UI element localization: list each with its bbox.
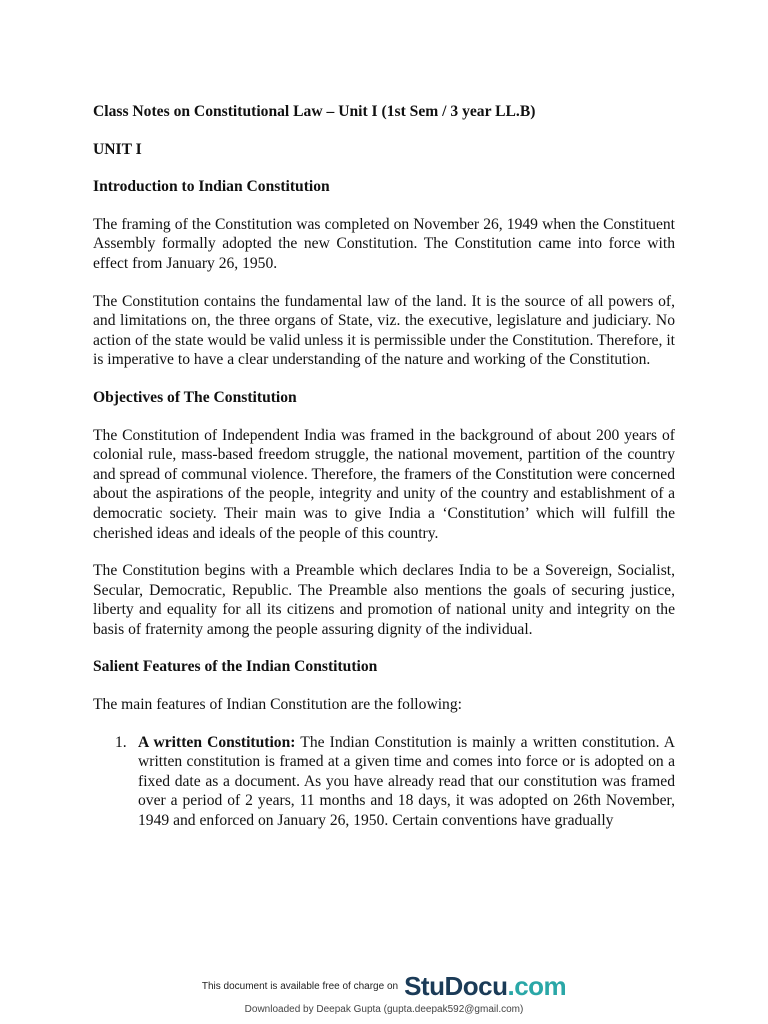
- unit-heading: UNIT I: [93, 140, 142, 158]
- features-list: [93, 733, 675, 831]
- studocu-logo-suffix: .com: [507, 970, 567, 1001]
- list-item-number: 1.: [115, 733, 127, 751]
- feature-term: A written Constitution:: [138, 733, 296, 751]
- section-heading-salient-features: Salient Features of the Indian Constitution: [93, 658, 378, 676]
- footer-notice-row: [190, 968, 578, 1004]
- paragraph: The Constitution contains the fundamental law of the land. It is the source of all powers of, and limitations on, the three organs of State, viz. the executive, legislature and judiciary. No action of the state would be valid unless it is permissible under the Constitution. Therefore, it is imperative to have a clear understanding of the nature and working of the Constitution.: [93, 292, 675, 369]
- document-body: [93, 102, 675, 831]
- features-intro: The main features of Indian Constitution are the following:: [93, 696, 462, 714]
- studocu-logo[interactable]: [404, 971, 566, 1002]
- list-item: [93, 733, 675, 831]
- paragraph: The framing of the Constitution was completed on November 26, 1949 when the Constituent Assembly formally adopted the new Constitution. The Constitution came into force with effect from January 26, 1950.: [93, 215, 675, 272]
- section-heading-introduction: Introduction to Indian Constitution: [93, 178, 330, 196]
- paragraph: The Constitution of Independent India was framed in the background of about 200 years of colonial rule, mass-based freedom struggle, the national movement, partition of the country and spread of communal violence. Therefore, the framers of the Constitution were concerned about the aspirations of the people, integrity and unity of the country and establishment of a democratic society. Their main was to give India a ‘Constitution’ which will fulfill the cherished ideas and ideals of the people of this country.: [93, 426, 675, 542]
- paragraph: The Constitution begins with a Preamble which declares India to be a Sovereign, Socialist, Secular, Democratic, Republic. The Preamble also mentions the goals of securing justice, liberty and equality for all its citizens and promotion of national unity and integrity on the basis of fraternity among the people assuring dignity of the individual.: [93, 562, 675, 638]
- downloaded-by: Downloaded by Deepak Gupta (gupta.deepak592@gmail.com): [244, 1004, 524, 1015]
- feature-text: The Indian Constitution is mainly a written constitution. A written constitution is framed at a given time and comes into force or is adopted on a fixed date as a document. As you have already read that our constitution was framed over a period of 2 years, 11 months and 18 days, it was adopted on 26th November, 1949 and enforced on January 26, 1950. Certain conventions have gradually: [138, 733, 675, 830]
- section-heading-objectives: Objectives of The Constitution: [93, 388, 297, 406]
- studocu-footer: [190, 968, 578, 1024]
- document-title: Class Notes on Constitutional Law – Unit I (1st Sem / 3 year LL.B): [93, 103, 536, 120]
- studocu-logo-main: StuDocu: [404, 970, 508, 1001]
- footer-notice: This document is available free of charge on: [201, 980, 399, 992]
